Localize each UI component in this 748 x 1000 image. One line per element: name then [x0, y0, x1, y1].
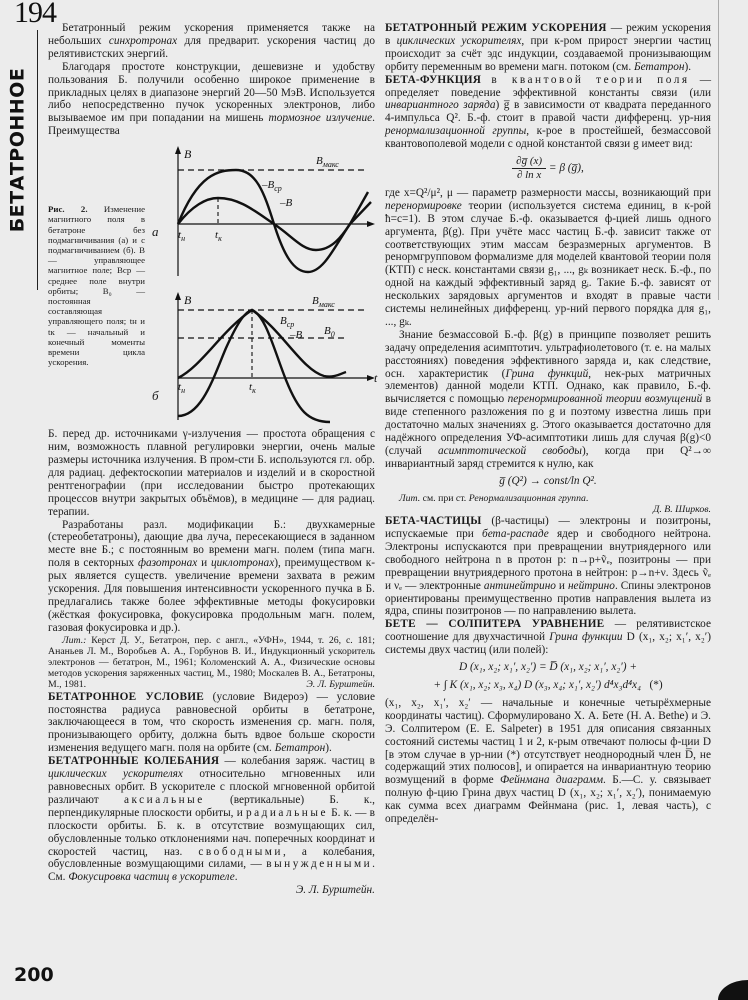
link-asymptotic-freedom[interactable]: асимптотической свободы [437, 445, 582, 457]
entry-bethe-salpeter: БЕТЕ — СОЛПИТЕРА УРАВНЕНИЕ — релятивистское соотношение для двухчастичной Грина функции D (x₁, x₂; x₁′, x₂′) системы двух частиц (или полей): [385, 618, 711, 657]
literature-block: Лит. см. при ст. Ренормализационная группа. [399, 492, 589, 504]
link-cyclic-accelerators[interactable]: циклических ускорителях [396, 34, 522, 47]
link-perturbation-theory[interactable]: перенормированной теории возмущений [507, 393, 703, 406]
link-cyclic-accelerators[interactable]: циклических ускорителях [48, 768, 183, 781]
entry-beta-function: БЕТА-ФУНКЦИЯ в квантовой теории поля — определяет поведение эффективной константы связи (или инвариантного заряда) g̅ в зависимости от квадрата переданного 4-импульса Q². Б.-ф. стоит в правой части дифференц. ур-ния ренормализационной группы, к-рое в простейшей, безмассовой квантовополевой модели с одной константой связи g имеет вид: [385, 73, 712, 151]
link-feynman-diagrams[interactable]: Фейнмана диаграмм [500, 774, 604, 787]
right-margin-rule [718, 0, 719, 300]
link-focusing[interactable]: Фокусировка частиц в ускорителе [68, 871, 235, 884]
figure-caption-text: Изменение магнитного поля в бетатроне без подмагничивания (а) и с подмагничиванием (б). B — управляющее магнитное поле; Bср — среднее поле внутри орбиты; B₀ — постоянная составляющая управляющего поля; tн и tк — начальный и конечный моменты времени цикла ускорения. [48, 204, 145, 368]
paragraph-bethe-salpeter-2: (x₁, x₂, x₁′, x₂′ — начальные и конечные четырёхмерные координаты частиц). Сформулировано Х. А. Бете (H. A. Bethe) и Э. Э. Солпитером (E. E. Salpeter) в 1951 для описания связанных состояний системы частиц 1 и 2, к-рым отвечают полюсы ф-ции D [в этом случае в ур-нии (*) отсутствует неоднородный член D̅, не содержащий этих полюсов], и опирается на инвариантную теорию возмущений в форме Фейнмана диаграмм. Б.—С. у. связывает полную ф-цию Грина двух частиц D (x₁, x₂; x₁′, x₂′), понимаемую как сумма всех диаграмм Фейнмана (рис. 1, левая часть), с определён- [385, 696, 711, 826]
entry-term: БЕТАТРОННЫЙ РЕЖИМ УСКОРЕНИЯ [385, 22, 607, 34]
running-head-text: БЕТАТРОННОЕ [6, 67, 29, 233]
entry-beta-particles: БЕТА-ЧАСТИЦЫ (β-частицы) — электроны и позитроны, испускаемые при бета-распаде ядер и свободного нейтрона. Электроны испускаются при превращении внутриядерного или свободного нейтрона n в протон p: n→p+ṽₑ, позитроны — при превращении внутриядерного протона в нейтрон: p→n+ν. Здесь ṽₑ и νₑ — электронные антинейтрино и нейтрино. Спины электронов ориентированы преимущественно против направления вылета из ядра, спины позитронов — по направлению вылета. [385, 515, 711, 618]
intro-paragraph-1: Бетатронный режим ускорения применяется также на небольших синхротронах для предварит. ускорения частиц до релятивистских энергий. [48, 22, 375, 60]
link-beta-decay[interactable]: бета-распаде [482, 528, 549, 541]
author-signature: Д. В. Ширков. [653, 503, 711, 515]
label-b-max-2: $B_{макс}$ [312, 295, 335, 310]
paragraph-modifications: Разработаны разл. модификации Б.: двухкамерные (стереобетатроны), дающие два луча, пересекающиеся в заданном месте вне Б.; с постоянным во времени магн. полем (типа магн. поля в секторных фазотронах и циклотронах), преимуществом к-рых является существ. увеличение времени захвата в режим ускорения. Для повышения интенсивности ускоренного пучка в Б. предлагались также более эффективные методы фокусировки (жёсткая фокусировка, фокусировка продольным магн. полем, газовая фокусировка и др.). [48, 518, 375, 634]
link-antineutrino[interactable]: антинейтрино [483, 579, 556, 592]
tick-t-start-2: $t_н$ [178, 381, 186, 396]
paragraph-beta-function-2: где x=Q²/μ², μ — параметр размерности массы, возникающий при перенормировке теории (используется система единиц, в к-рой ħ=c=1). В этом случае Б.-ф. оказывается ф-цией лишь одного аргумента, β(g). При учёте масс частиц Б.-ф. зависит также от соответствующих этим массам безразмерных аргументов. В ренормгрупповом формализме для моделей квантовой теории поля (КТП) с неск. константами связи g₁, ..., gₖ возникает неск. Б.-ф., по одной на каждый эффективный заряд gᵢ. Такие Б.-ф. зависят от нескольких зарядовых аргументов и входят в правые части системы нелинейных дифференц. ур-ний первого порядка для g₁, ..., gₖ. [385, 186, 711, 328]
tick-t-start: $t_н$ [178, 229, 186, 244]
link-bremsstrahlung[interactable]: тормозное излучение [268, 112, 373, 125]
entry-term: БЕТАТРОННЫЕ КОЛЕБАНИЯ [48, 755, 220, 768]
label-b: –B [280, 197, 293, 210]
label-b-2: –B [290, 329, 303, 342]
formula-beta-function: $\frac{\partial g̅ (x)}{\text{∂ ln x}}$ = β (g̅), [385, 155, 711, 182]
author-signature: Э. Л. Бурштейн. [306, 679, 375, 691]
entry-betatron-mode: БЕТАТРОННЫЙ РЕЖИМ УСКОРЕНИЯ — режим ускорения в циклических ускорителях, при к-ром прирост энергии частиц происходит за счёт эдс индукции, создаваемой пронизывающим орбиту переменным во времени магн. потоком (см. Бетатрон). [385, 22, 711, 73]
link-invariant-charge[interactable]: инвариантного заряда [385, 99, 496, 112]
formula-bethe-salpeter-2: + ∫ K (x₁, x₂; x₃, x₄) D (x₃, x₄; x₁′, x₂′) d⁴x₃d⁴x₄ (*) [433, 679, 663, 691]
link-green-function[interactable]: Грина функции [549, 631, 623, 644]
link-renormalization-group[interactable]: Ренормализационная группа [468, 492, 586, 504]
label-b0: $B_0$ [324, 325, 335, 340]
link-synchrotrons[interactable]: синхротронах [108, 34, 178, 47]
literature-block: Лит.: Керст Д. У., Бетатрон, пер. с англ., «УФН», 1944, т. 26, с. 181; Ананьев Л. М., Воробьев А. А., Горбунов В. И., Индукционный ускоритель электронов — бетатрон, М., 1961; Коломенский А. А., Физические основы методов ускорения заряженных частиц, М., 1980; Москалев В. А., Бетатроны, М., 1981. Э. Л. Бурштейн. [48, 634, 375, 691]
link-betatron[interactable]: Бетатрон [633, 60, 685, 73]
panel-label-b: б [152, 388, 159, 404]
paragraph-advantages: Б. перед др. источниками γ-излучения — простота обращения с ним, возможность плавной регулировки энергии, очень малые размеры источника излучения. В пром-сти Б. используются гл. обр. для радиац. дефектоскопии материалов и изделий и в скоростной рентгенографии (при исследовании быстро протекающих процессов внутри закрытых объёмов), в медицине — для радиац. терапии. [48, 428, 375, 518]
link-cyclotrons[interactable]: циклотронах [210, 557, 275, 570]
formula-bethe-salpeter-1: D (x₁, x₂; x₁′, x₂′) = D̅ (x₁, x₂; x₁′, x₂′) + [459, 661, 637, 674]
running-head [2, 30, 32, 270]
tick-t-end: $t_к$ [215, 229, 222, 244]
page-number-top: 194 [14, 0, 56, 29]
entry-term: БЕТА-ФУНКЦИЯ [385, 73, 482, 86]
link-renormalization[interactable]: перенормировке [385, 199, 462, 212]
axis-label-t: t [374, 371, 378, 386]
entry-term: БЕТА-ЧАСТИЦЫ [385, 515, 482, 528]
chart-panel-a [156, 144, 376, 288]
link-green-functions[interactable]: Грина функций [505, 367, 589, 380]
link-phasotrons[interactable]: фазотронах [138, 557, 198, 570]
entry-betatron-condition: БЕТАТРОННОЕ УСЛОВИЕ (условие Видероэ) — условие постоянства радиуса равновесной орбиты в бетатроне, заключающееся в том, что скорость изменения ср. магн. поля, пронизывающего орбиту, должна быть вдвое больше скорости изменения ведущего магн. поля на орбите (см. Бетатрон). [48, 690, 375, 755]
formula-invariant-charge: g̅ (Q²) → const/ln Q². [499, 474, 597, 487]
entry-term: БЕТАТРОННОЕ УСЛОВИЕ [48, 690, 204, 703]
figure-caption-label: Рис. 2. [48, 204, 88, 215]
page-number-bottom: 200 [14, 964, 54, 986]
formula-tag: (*) [649, 679, 663, 691]
label-b-max: $B_{макс}$ [316, 155, 339, 170]
intro-paragraph-2: Благодаря простоте конструкции, дешевизне и удобству пользования Б. получили особенно широкое применение в прикладных целях в диапазоне энергий 20—50 МэВ. Используется либо непосредственно пучок ускоренных электронов, либо вызываемое им при попадании на мишень тормозное излучение. Преимущества [48, 60, 375, 138]
axis-label-b-2: B [184, 293, 192, 308]
entry-betatron-oscillations: БЕТАТРОННЫЕ КОЛЕБАНИЯ — колебания заряж. частиц в циклических ускорителях относительно мгновенных или равновесных орбит. В ускорителе с плоской мгновенной орбитой различают аксиальные (вертикальные) Б. к., перпендикулярные плоскости орбиты, и радиальные Б. к. — в плоскости орбиты. Б. к. в отсутствие возмущающих сил, обусловленные только отклонениями нач. поперечных координат и скоростей частиц, наз. свободными, а колебания, обусловленные возмущающими силами, — вынужденными. См. Фокусировка частиц в ускорителе. [48, 755, 375, 884]
link-neutrino[interactable]: нейтрино [567, 579, 615, 592]
chart-a-svg [156, 144, 376, 284]
entry-term: БЕТЕ — СОЛПИТЕРА УРАВНЕНИЕ [385, 618, 605, 631]
tick-t-end-2: $t_к$ [249, 381, 256, 396]
paragraph-beta-function-3: Знание безмассовой Б.-ф. β(g) в принципе позволяет решить задачу определения асимптотич. ультрафиолетового (т. е. на малых расстояниях) поведения эффективного заряда и, как следствие, осн. характеристик (Грина функций, нек-рых матричных элементов) данной модели КТП. Однако, как правило, Б.-ф. вычисляется с помощью перенормированной теории возмущений в виде степенного разложения по g и поэтому известна лишь при достаточно малых значениях g. Этого оказывается достаточно для надёжного определения УФ-асимптотики лишь для случая β(g)<0 (случай асимптотической свободы), когда при Q²→∞ инвариантный заряд стремится к нулю, как [385, 328, 712, 470]
panel-label-a: а [152, 224, 159, 240]
side-rule [37, 30, 38, 290]
axis-label-b: B [184, 147, 192, 162]
label-b-avg-2: $B_{ср}$ [280, 315, 295, 330]
link-renormalization-group[interactable]: ренормализационной группы [385, 125, 527, 138]
scan-corner-artifact [718, 980, 748, 1000]
chart-b-svg [156, 290, 381, 425]
link-betatron[interactable]: Бетатрон [274, 742, 326, 755]
right-column [385, 22, 711, 826]
figure-2 [48, 144, 378, 424]
author-signature: Э. Л. Бурштейн. [295, 884, 375, 897]
chart-panel-b [156, 290, 381, 429]
left-column [48, 22, 378, 897]
label-b-avg: $-B_{ср}$ [262, 179, 282, 194]
figure-caption [48, 204, 145, 367]
